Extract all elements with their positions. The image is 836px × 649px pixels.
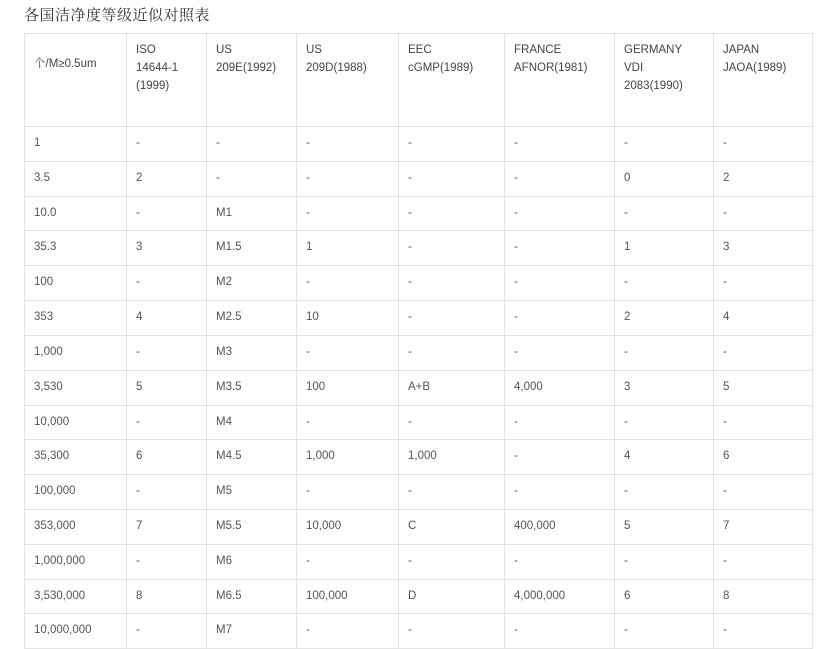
table-cell: 10 bbox=[297, 301, 399, 336]
table-cell: - bbox=[297, 127, 399, 162]
page-title: 各国洁净度等级近似对照表 bbox=[24, 7, 211, 24]
column-header-line: 209E(1992) bbox=[216, 61, 277, 74]
table-row bbox=[25, 301, 813, 336]
table-cell: - bbox=[615, 196, 714, 231]
table-row bbox=[25, 127, 813, 162]
table-cell: - bbox=[615, 335, 714, 370]
row-label-cell: 353,000 bbox=[25, 509, 127, 544]
table-row bbox=[25, 196, 813, 231]
table-cell: - bbox=[399, 127, 505, 162]
table-cell: - bbox=[127, 614, 207, 649]
table-cell: - bbox=[399, 475, 505, 510]
table-cell: M3 bbox=[207, 335, 297, 370]
table-cell: - bbox=[127, 335, 207, 370]
table-cell: 2 bbox=[127, 161, 207, 196]
table-cell: M6.5 bbox=[207, 579, 297, 614]
table-cell: 5 bbox=[127, 370, 207, 405]
table-cell: - bbox=[615, 475, 714, 510]
column-header-line: US bbox=[306, 44, 322, 56]
table-cell: 7 bbox=[127, 509, 207, 544]
table-cell: - bbox=[399, 614, 505, 649]
table-cell: - bbox=[714, 196, 813, 231]
table-cell: - bbox=[399, 196, 505, 231]
table-cell: - bbox=[505, 301, 615, 336]
row-label-cell: 1,000 bbox=[25, 335, 127, 370]
table-cell: - bbox=[615, 544, 714, 579]
column-header-line: 209D(1988) bbox=[306, 61, 367, 74]
table-cell: - bbox=[127, 266, 207, 301]
table-row bbox=[25, 370, 813, 405]
row-label-cell: 10.0 bbox=[25, 196, 127, 231]
table-cell: 5 bbox=[714, 370, 813, 405]
column-header-5 bbox=[505, 34, 615, 127]
table-cell: - bbox=[297, 614, 399, 649]
column-header-3 bbox=[297, 34, 399, 127]
table-row bbox=[25, 579, 813, 614]
table-cell: - bbox=[615, 614, 714, 649]
table-row bbox=[25, 335, 813, 370]
table-cell: 4 bbox=[127, 301, 207, 336]
table-cell: - bbox=[505, 405, 615, 440]
table-cell: - bbox=[127, 544, 207, 579]
column-header-line: AFNOR(1981) bbox=[514, 61, 588, 74]
table-cell: M7 bbox=[207, 614, 297, 649]
table-cell: 4 bbox=[714, 301, 813, 336]
table-header bbox=[25, 34, 813, 127]
table-cell: 8 bbox=[714, 579, 813, 614]
table-cell: - bbox=[505, 161, 615, 196]
table-cell: - bbox=[297, 266, 399, 301]
table-cell: - bbox=[505, 127, 615, 162]
table-cell: A+B bbox=[399, 370, 505, 405]
table-cell: - bbox=[714, 405, 813, 440]
table-cell: - bbox=[615, 127, 714, 162]
row-label-cell: 3.5 bbox=[25, 161, 127, 196]
table-cell: 100,000 bbox=[297, 579, 399, 614]
table-cell: M2 bbox=[207, 266, 297, 301]
table-cell: M4.5 bbox=[207, 440, 297, 475]
table-row bbox=[25, 161, 813, 196]
table-cell: - bbox=[399, 301, 505, 336]
table-cell: - bbox=[399, 266, 505, 301]
table-row bbox=[25, 614, 813, 649]
column-header-7 bbox=[714, 34, 813, 127]
table-cell: - bbox=[505, 475, 615, 510]
table-cell: 3 bbox=[127, 231, 207, 266]
column-header-line: EEC bbox=[408, 44, 432, 56]
table-cell: 1 bbox=[297, 231, 399, 266]
row-label-cell: 35.3 bbox=[25, 231, 127, 266]
column-header-0 bbox=[25, 34, 127, 127]
table-cell: 4,000,000 bbox=[505, 579, 615, 614]
table-cell: 1,000 bbox=[297, 440, 399, 475]
table-cell: 6 bbox=[714, 440, 813, 475]
table-cell: - bbox=[615, 405, 714, 440]
table-cell: - bbox=[127, 196, 207, 231]
table-cell: C bbox=[399, 509, 505, 544]
row-label-cell: 3,530,000 bbox=[25, 579, 127, 614]
table-row bbox=[25, 266, 813, 301]
column-header-line: 14644-1 bbox=[136, 61, 179, 74]
table-cell: - bbox=[297, 335, 399, 370]
table-cell: - bbox=[127, 405, 207, 440]
table-cell: D bbox=[399, 579, 505, 614]
row-label-cell: 35,300 bbox=[25, 440, 127, 475]
table-cell: - bbox=[399, 544, 505, 579]
table-cell: 7 bbox=[714, 509, 813, 544]
table-cell: 5 bbox=[615, 509, 714, 544]
table-cell: - bbox=[505, 440, 615, 475]
table-cell: - bbox=[297, 161, 399, 196]
table-cell: 1 bbox=[615, 231, 714, 266]
table-row bbox=[25, 231, 813, 266]
column-header-6 bbox=[615, 34, 714, 127]
table-cell: 8 bbox=[127, 579, 207, 614]
table-cell: - bbox=[615, 266, 714, 301]
column-header-line: 个/M≥0.5um bbox=[34, 58, 97, 70]
table-cell: M1 bbox=[207, 196, 297, 231]
table-cell: 100 bbox=[297, 370, 399, 405]
table-cell: M4 bbox=[207, 405, 297, 440]
table-cell: - bbox=[207, 161, 297, 196]
table-body bbox=[25, 127, 813, 649]
table-cell: - bbox=[714, 614, 813, 649]
column-header-2 bbox=[207, 34, 297, 127]
table-cell: 0 bbox=[615, 161, 714, 196]
row-label-cell: 10,000,000 bbox=[25, 614, 127, 649]
table-cell: - bbox=[399, 335, 505, 370]
table-cell: - bbox=[297, 196, 399, 231]
table-header-row bbox=[25, 34, 813, 127]
row-label-cell: 353 bbox=[25, 301, 127, 336]
table-cell: - bbox=[127, 475, 207, 510]
table-cell: M5.5 bbox=[207, 509, 297, 544]
row-label-cell: 1 bbox=[25, 127, 127, 162]
table-cell: - bbox=[399, 405, 505, 440]
table-cell: - bbox=[714, 544, 813, 579]
column-header-line: cGMP(1989) bbox=[408, 61, 474, 74]
table-cell: - bbox=[505, 614, 615, 649]
row-label-cell: 100 bbox=[25, 266, 127, 301]
table-cell: - bbox=[207, 127, 297, 162]
table-cell: - bbox=[714, 127, 813, 162]
table-row bbox=[25, 544, 813, 579]
table-cell: 400,000 bbox=[505, 509, 615, 544]
table-cell: - bbox=[505, 266, 615, 301]
table-cell: - bbox=[714, 475, 813, 510]
table-cell: 6 bbox=[615, 579, 714, 614]
table-cell: 6 bbox=[127, 440, 207, 475]
table-cell: - bbox=[297, 544, 399, 579]
row-label-cell: 10,000 bbox=[25, 405, 127, 440]
table-row bbox=[25, 509, 813, 544]
column-header-line: JAOA(1989) bbox=[723, 61, 787, 74]
table-cell: - bbox=[714, 335, 813, 370]
table-cell: 4,000 bbox=[505, 370, 615, 405]
cleanroom-class-table-container bbox=[24, 33, 812, 649]
table-cell: M1.5 bbox=[207, 231, 297, 266]
column-header-line: (1999) bbox=[136, 79, 170, 92]
column-header-line: GERMANY bbox=[624, 44, 683, 56]
table-cell: 10,000 bbox=[297, 509, 399, 544]
row-label-cell: 100,000 bbox=[25, 475, 127, 510]
column-header-4 bbox=[399, 34, 505, 127]
table-row bbox=[25, 440, 813, 475]
table-cell: M5 bbox=[207, 475, 297, 510]
table-cell: - bbox=[505, 196, 615, 231]
table-cell: 2 bbox=[615, 301, 714, 336]
table-cell: - bbox=[505, 544, 615, 579]
table-cell: - bbox=[399, 231, 505, 266]
table-cell: - bbox=[714, 266, 813, 301]
table-cell: M3.5 bbox=[207, 370, 297, 405]
row-label-cell: 3,530 bbox=[25, 370, 127, 405]
table-cell: M6 bbox=[207, 544, 297, 579]
row-label-cell: 1,000,000 bbox=[25, 544, 127, 579]
table-cell: 4 bbox=[615, 440, 714, 475]
table-cell: M2.5 bbox=[207, 301, 297, 336]
column-header-line: ISO bbox=[136, 44, 156, 56]
table-cell: 1,000 bbox=[399, 440, 505, 475]
table-row bbox=[25, 475, 813, 510]
table-cell: - bbox=[505, 335, 615, 370]
column-header-line: VDI 2083(1990) bbox=[624, 61, 683, 92]
cleanroom-class-table bbox=[24, 33, 813, 649]
column-header-line: FRANCE bbox=[514, 44, 562, 56]
table-cell: - bbox=[297, 405, 399, 440]
table-cell: 3 bbox=[714, 231, 813, 266]
column-header-line: JAPAN bbox=[723, 44, 760, 56]
table-cell: - bbox=[127, 127, 207, 162]
table-cell: 2 bbox=[714, 161, 813, 196]
table-cell: 3 bbox=[615, 370, 714, 405]
table-cell: - bbox=[399, 161, 505, 196]
table-cell: - bbox=[297, 475, 399, 510]
table-row bbox=[25, 405, 813, 440]
table-cell: - bbox=[505, 231, 615, 266]
column-header-1 bbox=[127, 34, 207, 127]
column-header-line: US bbox=[216, 44, 232, 56]
